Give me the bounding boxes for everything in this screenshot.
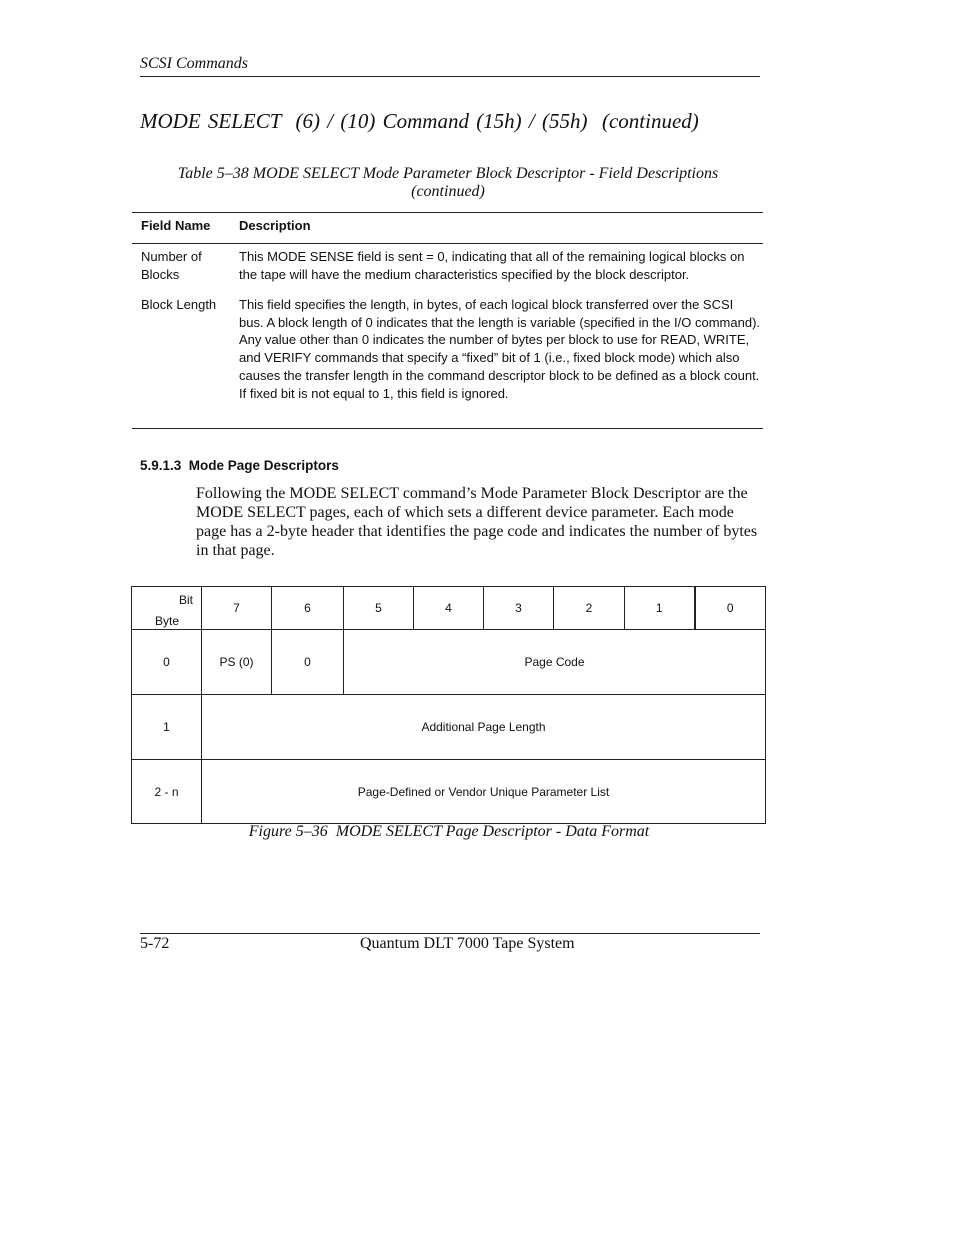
bit-6-header: 6 xyxy=(272,587,344,630)
table-caption-line2: (continued) xyxy=(411,183,485,200)
parameter-list-field: Page-Defined or Vendor Unique Parameter List xyxy=(202,760,766,824)
column-header-description: Description xyxy=(239,218,311,233)
field-name-block-length: Block Length xyxy=(141,297,217,312)
footer-title: Quantum DLT 7000 Tape System xyxy=(360,935,575,952)
bit-label: Bit xyxy=(178,593,193,607)
column-header-field-name: Field Name xyxy=(141,218,211,233)
figure-caption: Figure 5–36 MODE SELECT Page Descriptor - Data Format xyxy=(248,823,650,840)
page-number: 5-72 xyxy=(140,935,170,952)
page-code-field: Page Code xyxy=(344,630,766,695)
bit-7-header: 7 xyxy=(202,587,272,630)
field-name-number-of-blocks: Number of Blocks xyxy=(141,249,202,282)
byte-1-label: 1 xyxy=(132,695,202,760)
bit-0-header: 0 xyxy=(695,587,766,630)
byte-0-label: 0 xyxy=(132,630,202,695)
table-header-rule xyxy=(132,243,763,244)
bit-3-header: 3 xyxy=(484,587,554,630)
bit-header-row xyxy=(132,587,766,630)
bit-5-header: 5 xyxy=(344,587,414,630)
ps-field: PS (0) xyxy=(202,630,272,695)
table-caption xyxy=(132,165,764,201)
section-title: MODE SELECT (6) / (10) Command (15h) / (55h) (continued) xyxy=(140,109,699,133)
running-header: SCSI Commands xyxy=(140,55,249,72)
additional-page-length-field: Additional Page Length xyxy=(202,695,766,760)
bit-4-header: 4 xyxy=(414,587,484,630)
subsection-heading: 5.9.1.3 Mode Page Descriptors xyxy=(140,458,339,473)
page-descriptor-grid xyxy=(131,586,766,824)
byte-1-row xyxy=(132,695,766,760)
byte-label: Byte xyxy=(155,614,180,628)
byte-0-row xyxy=(132,630,766,695)
bit-1-header: 1 xyxy=(625,587,695,630)
byte-2-n-label: 2 - n xyxy=(132,760,202,824)
field-description-number-of-blocks: This MODE SENSE field is sent = 0, indicating that all of the remaining logical blocks on the tape will have the medium characteristics specified by the block descriptor. xyxy=(239,249,745,282)
field-description-block-length: This field specifies the length, in bytes, of each logical block transferred over the SCSI bus. A block length of 0 indicates that the length is variable (specified in the I/O command). Any value other than 0 indicates the number of bytes per block to use for READ, WRITE, and VERIFY commands that specify a “fixed” bit of 1 (i.e., fixed block mode) which also causes the transfer length in the command descriptor block to be defined as a block count. If fixed bit is not equal to 1, this field is ignored. xyxy=(239,297,761,401)
table-bottom-rule xyxy=(132,428,763,429)
reserved-bit-field: 0 xyxy=(272,630,344,695)
header-rule xyxy=(140,76,760,77)
byte-2-n-row xyxy=(132,760,766,824)
table-caption-line1: Table 5–38 MODE SELECT Mode Parameter Block Descriptor - Field Descriptions xyxy=(177,165,719,182)
footer-rule xyxy=(140,933,760,934)
body-paragraph: Following the MODE SELECT command’s Mode Parameter Block Descriptor are the MODE SELECT pages, each of which sets a different device parameter. Each mode page has a 2-byte header that identifies the page code and indicates the number of bytes in that page. xyxy=(196,485,758,559)
table-top-rule xyxy=(132,212,763,213)
bit-2-header: 2 xyxy=(554,587,625,630)
bit-byte-corner-cell xyxy=(132,587,202,630)
